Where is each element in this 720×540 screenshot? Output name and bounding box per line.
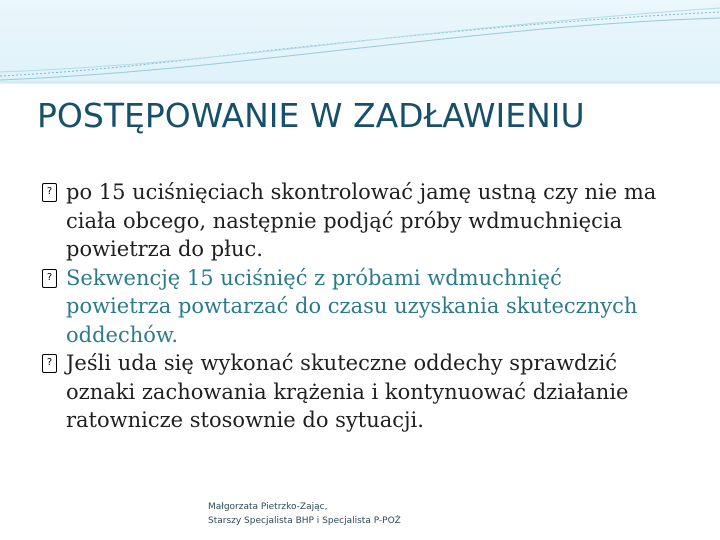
missing-glyph-icon: ? — [42, 183, 57, 202]
bullet-item — [42, 349, 672, 435]
missing-glyph-icon: ? — [42, 354, 57, 373]
bullet-text: po 15 uciśnięciach skontrolować jamę ustną czy nie ma ciała obcego, następnie podjąć próby wdmuchnięcia powietrza do płuc. — [66, 180, 657, 261]
bullet-item — [42, 178, 672, 264]
bullet-list — [42, 178, 672, 435]
author-footer — [208, 500, 401, 528]
header-decoration — [0, 0, 720, 84]
bullet-text: Sekwencję 15 uciśnięć z próbami wdmuchnięć powietrza powtarzać do czasu uzyskania skutecznych oddechów. — [66, 265, 638, 347]
wave-lines-decoration — [0, 0, 720, 84]
bullet-item — [42, 264, 672, 350]
slide-title: POSTĘPOWANIE W ZADŁAWIENIU — [37, 96, 585, 135]
author-role: Starszy Specjalista BHP i Specjalista P-POŻ — [208, 516, 401, 526]
author-name: Małgorzata Pietrzko-Zając, — [208, 502, 328, 512]
missing-glyph-icon: ? — [42, 269, 57, 288]
bullet-text: Jeśli uda się wykonać skuteczne oddechy sprawdzić oznaki zachowania krążenia i kontynuować działanie ratownicze stosownie do sytuacji. — [66, 351, 629, 432]
